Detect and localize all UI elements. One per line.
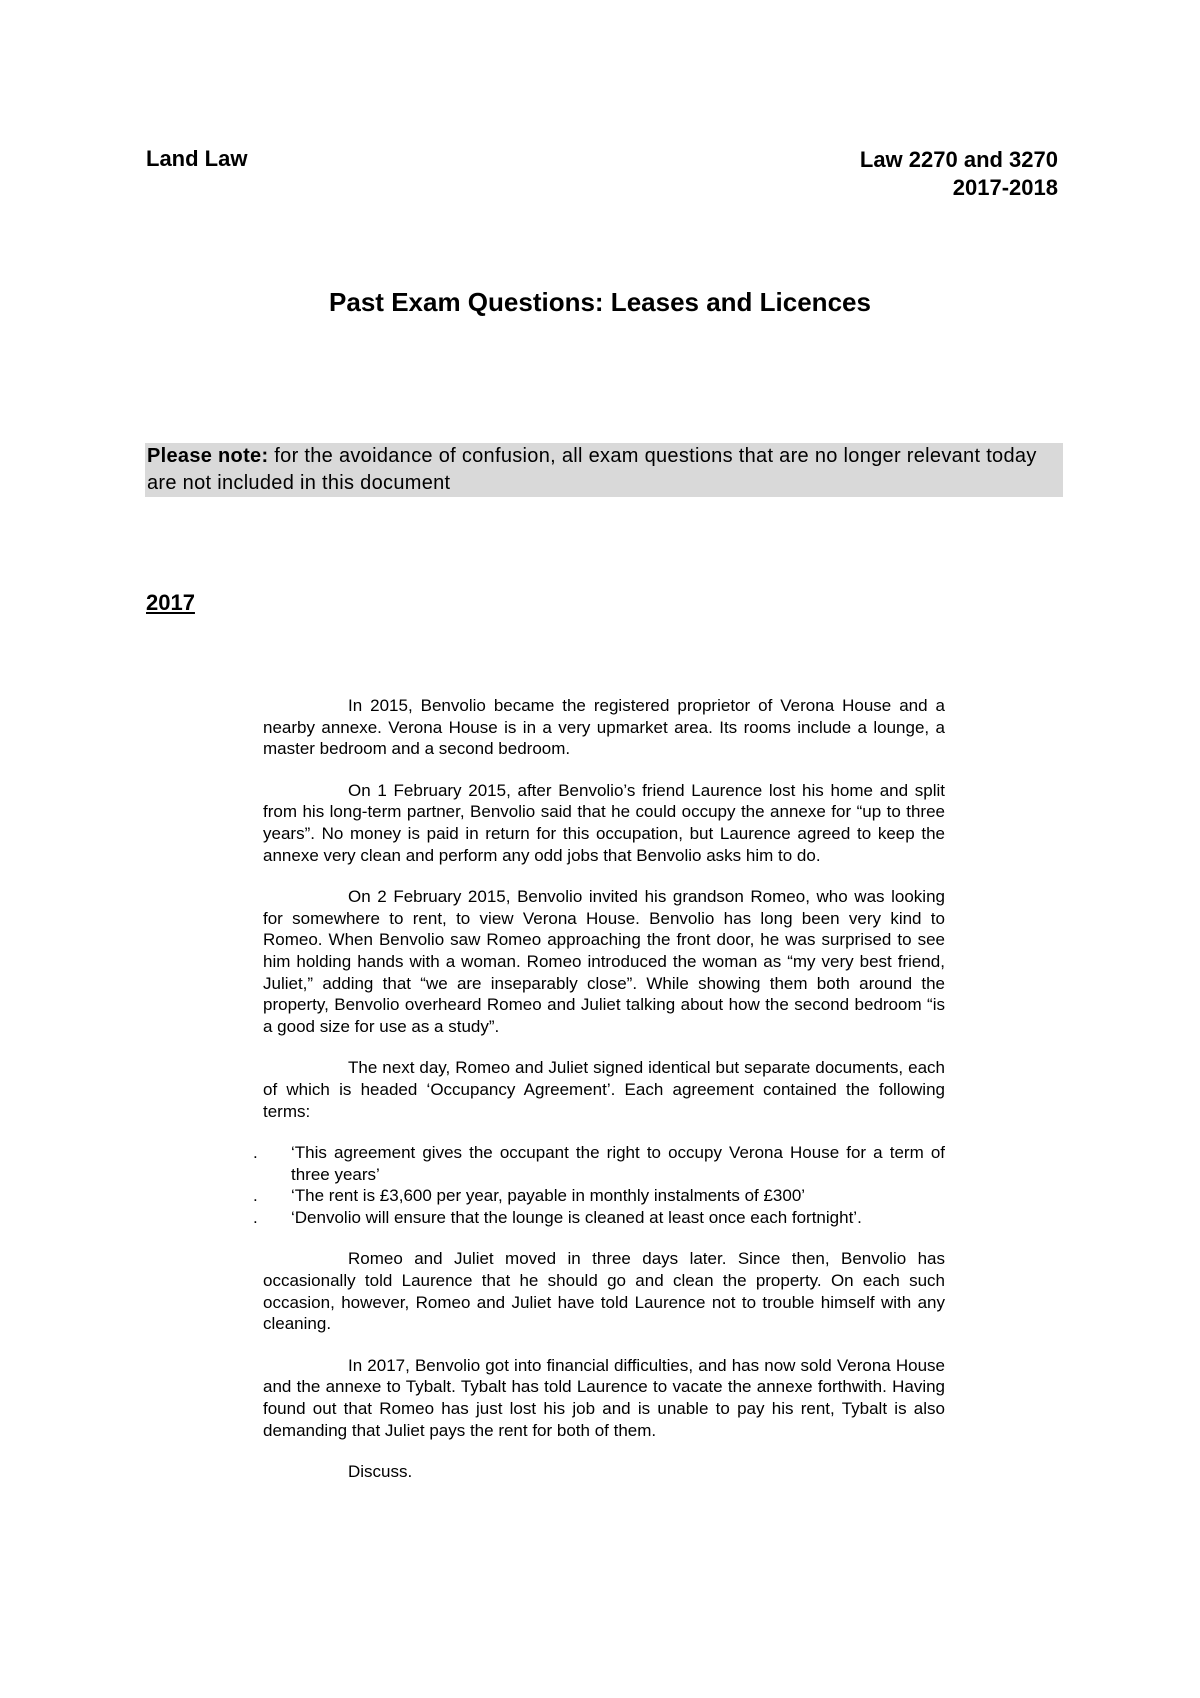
note-label: Please note: bbox=[147, 445, 269, 467]
list-item-text: ‘This agreement gives the occupant the right to occupy Verona House for a term of three years’ bbox=[291, 1143, 945, 1184]
agreement-terms-list bbox=[253, 1142, 945, 1228]
bullet-mark: . bbox=[253, 1143, 258, 1163]
question-paragraph: In 2017, Benvolio got into financial difficulties, and has now sold Verona House and the annexe to Tybalt. Tybalt has told Laurence to vacate the annexe forthwith. Having found out that Romeo has just lost his job and is unable to pay his rent, Tybalt is also demanding that Juliet pays the rent for both of them. bbox=[263, 1355, 945, 1440]
course-code: Law 2270 and 3270 bbox=[859, 147, 1058, 172]
question-paragraph: On 2 February 2015, Benvolio invited his grandson Romeo, who was looking for somewhere to rent, to view Verona House. Benvolio has long been very kind to Romeo. When Benvolio saw Romeo approaching the front door, he was surprised to see him holding hands with a woman. Romeo introduced the woman as “my very best friend, Juliet,” adding that “we are inseparably close”. While showing them both around the property, Benvolio overheard Romeo and Juliet talking about how the second bedroom “is a good size for use as a study”. bbox=[263, 887, 945, 1036]
note-text: for the avoidance of confusion, all exam questions that are no longer relevant today are not included in this document bbox=[147, 445, 1037, 494]
academic-year: 2017-2018 bbox=[952, 175, 1058, 200]
note-box bbox=[145, 443, 1063, 497]
question-closing: Discuss. bbox=[348, 1462, 413, 1482]
course-name: Land Law bbox=[146, 146, 248, 171]
document-title: Past Exam Questions: Leases and Licences bbox=[329, 287, 871, 317]
bullet-mark: . bbox=[253, 1186, 258, 1206]
question-paragraph: Romeo and Juliet moved in three days later. Since then, Benvolio has occasionally told Laurence that he should go and clean the property. On each such occasion, however, Romeo and Juliet have told Laurence not to trouble himself with any cleaning. bbox=[263, 1249, 945, 1334]
list-item bbox=[253, 1185, 945, 1207]
list-item-text: ‘Denvolio will ensure that the lounge is cleaned at least once each fortnight’. bbox=[291, 1207, 862, 1227]
section-year-heading: 2017 bbox=[146, 590, 195, 615]
list-item bbox=[253, 1207, 945, 1229]
question-paragraph: In 2015, Benvolio became the registered proprietor of Verona House and a nearby annexe. Verona House is in a very upmarket area. Its rooms include a lounge, a master bedroom and a second bedroom. bbox=[263, 696, 945, 759]
question-paragraph: The next day, Romeo and Juliet signed identical but separate documents, each of which is headed ‘Occupancy Agreement’. Each agreement contained the following terms: bbox=[263, 1058, 945, 1121]
bullet-mark: . bbox=[253, 1207, 258, 1227]
list-item bbox=[253, 1142, 945, 1185]
list-item-text: ‘The rent is £3,600 per year, payable in monthly instalments of £300’ bbox=[291, 1186, 806, 1206]
question-paragraph: On 1 February 2015, after Benvolio’s friend Laurence lost his home and split from his long-term partner, Benvolio said that he could occupy the annexe for “up to three years”. No money is paid in return for this occupation, but Laurence agreed to keep the annexe very clean and perform any odd jobs that Benvolio asks him to do. bbox=[263, 780, 945, 865]
exam-question bbox=[253, 695, 945, 1503]
course-code-block bbox=[860, 146, 1058, 202]
